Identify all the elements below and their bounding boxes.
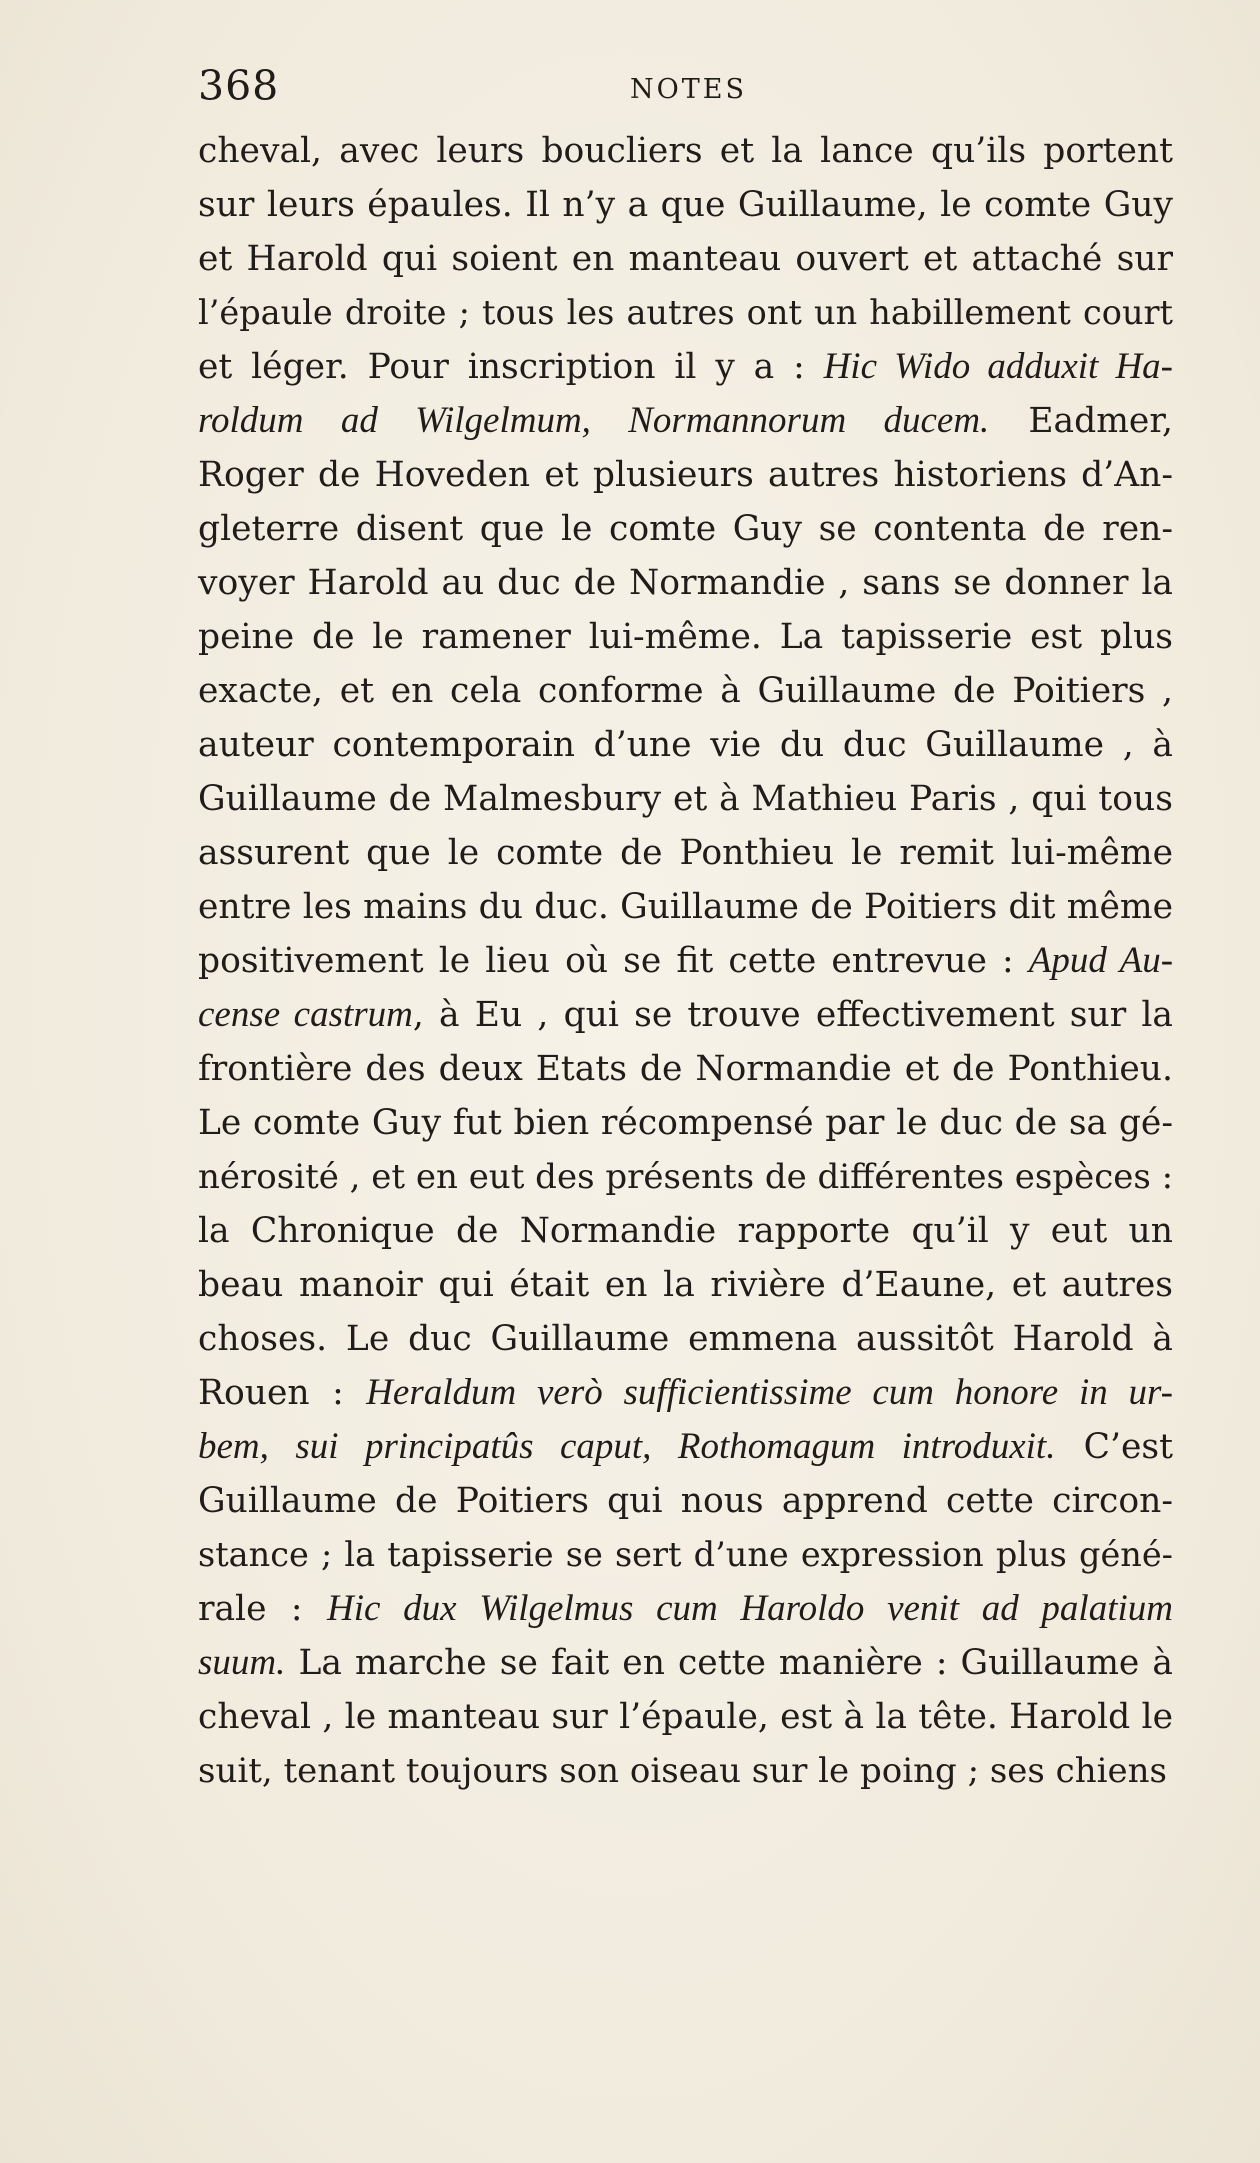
text-line: [198, 1366, 1173, 1420]
text-segment: sur leurs épaules. Il n’y a que Guillaume, le comte Guy: [198, 185, 1173, 225]
text-line: [198, 1150, 1173, 1204]
text-line: [198, 1258, 1173, 1312]
text-segment: cheval, avec leurs boucliers et la lance qu’ils portent: [198, 131, 1173, 171]
text-line: [198, 880, 1173, 934]
italic-quotation: Heraldum verò sufficientissime cum honore in ur-: [366, 1372, 1173, 1413]
text-line: [198, 1042, 1173, 1096]
text-segment: , à Eu , qui se trouve effectivement sur la: [412, 995, 1173, 1035]
text-line: [198, 1744, 1173, 1798]
text-segment: gleterre disent que le comte Guy se contenta de ren-: [198, 509, 1173, 549]
text-segment: choses. Le duc Guillaume emmena aussitôt Harold à: [198, 1319, 1173, 1359]
text-segment: suit, tenant toujours son oiseau sur le poing ; ses chiens: [198, 1751, 1167, 1791]
text-line: [198, 556, 1173, 610]
text-line: [198, 232, 1173, 286]
text-segment: voyer Harold au duc de Normandie , sans se donner la: [198, 563, 1173, 603]
page-number: 368: [198, 62, 280, 110]
text-line: [198, 1582, 1173, 1636]
text-segment: Guillaume de Poitiers qui nous apprend cette circon-: [198, 1481, 1173, 1521]
text-line: [198, 1474, 1173, 1528]
text-segment: exacte, et en cela conforme à Guillaume de Poitiers ,: [198, 671, 1173, 711]
text-segment: peine de le ramener lui-même. La tapisserie est plus: [198, 617, 1173, 657]
text-segment: et léger. Pour inscription il y a :: [198, 347, 824, 387]
text-segment: assurent que le comte de Ponthieu le remit lui-même: [198, 833, 1173, 873]
text-segment: l’épaule droite ; tous les autres ont un habillement court: [198, 293, 1173, 332]
text-line: [198, 1096, 1173, 1150]
text-line: [198, 1636, 1173, 1690]
italic-quotation: Apud Au-: [1028, 940, 1174, 981]
text-segment: Roger de Hoveden et plusieurs autres historiens d’An-: [198, 455, 1173, 495]
text-line: [198, 1528, 1173, 1582]
page-header: [198, 62, 1178, 122]
italic-quotation: roldum ad Wilgelmum, Normannorum ducem.: [198, 400, 990, 441]
text-line: [198, 772, 1173, 826]
text-line: [198, 502, 1173, 556]
text-line: [198, 988, 1173, 1042]
text-line: [198, 610, 1173, 664]
text-line: [198, 286, 1173, 340]
text-segment: Le comte Guy fut bien récompensé par le duc de sa gé-: [198, 1103, 1173, 1143]
running-head: NOTES: [630, 74, 747, 105]
text-line: [198, 664, 1173, 718]
text-segment: C’est: [1055, 1427, 1173, 1467]
italic-quotation: cense castrum: [198, 994, 413, 1035]
text-segment: Eadmer,: [989, 401, 1173, 441]
text-line: [198, 826, 1173, 880]
text-line: [198, 1690, 1173, 1744]
italic-quotation: suum.: [198, 1642, 286, 1683]
text-line: [198, 1312, 1173, 1366]
text-line: [198, 340, 1173, 394]
text-segment: frontière des deux Etats de Normandie et de Ponthieu.: [198, 1049, 1173, 1089]
italic-quotation: Hic Wido adduxit Ha-: [823, 346, 1173, 387]
text-line: [198, 448, 1173, 502]
text-segment: cheval , le manteau sur l’épaule, est à la tête. Harold le: [198, 1697, 1173, 1737]
text-line: [198, 124, 1173, 178]
body-text: [198, 124, 1173, 1798]
text-segment: positivement le lieu où se fit cette entrevue :: [198, 941, 1029, 981]
text-line: [198, 178, 1173, 232]
text-segment: entre les mains du duc. Guillaume de Poitiers dit même: [198, 887, 1173, 927]
text-segment: Rouen :: [198, 1373, 367, 1413]
text-segment: la Chronique de Normandie rapporte qu’il y eut un: [198, 1211, 1173, 1251]
text-line: [198, 1420, 1173, 1474]
text-segment: stance ; la tapisserie se sert d’une expression plus géné-: [198, 1535, 1173, 1574]
italic-quotation: Hic dux Wilgelmus cum Haroldo venit ad palatium: [326, 1588, 1173, 1629]
text-segment: Guillaume de Malmesbury et à Mathieu Paris , qui tous: [198, 779, 1173, 819]
text-line: [198, 394, 1173, 448]
italic-quotation: bem, sui principatûs caput, Rothomagum introduxit.: [198, 1426, 1056, 1467]
text-line: [198, 934, 1173, 988]
text-segment: et Harold qui soient en manteau ouvert et attaché sur: [198, 239, 1173, 279]
text-segment: auteur contemporain d’une vie du duc Guillaume , à: [198, 725, 1173, 765]
text-segment: nérosité , et en eut des présents de différentes espèces :: [198, 1157, 1174, 1197]
text-segment: beau manoir qui était en la rivière d’Eaune, et autres: [198, 1265, 1173, 1305]
text-segment: La marche se fait en cette manière : Guillaume à: [285, 1643, 1173, 1683]
text-line: [198, 718, 1173, 772]
text-line: [198, 1204, 1173, 1258]
text-segment: rale :: [198, 1589, 327, 1629]
